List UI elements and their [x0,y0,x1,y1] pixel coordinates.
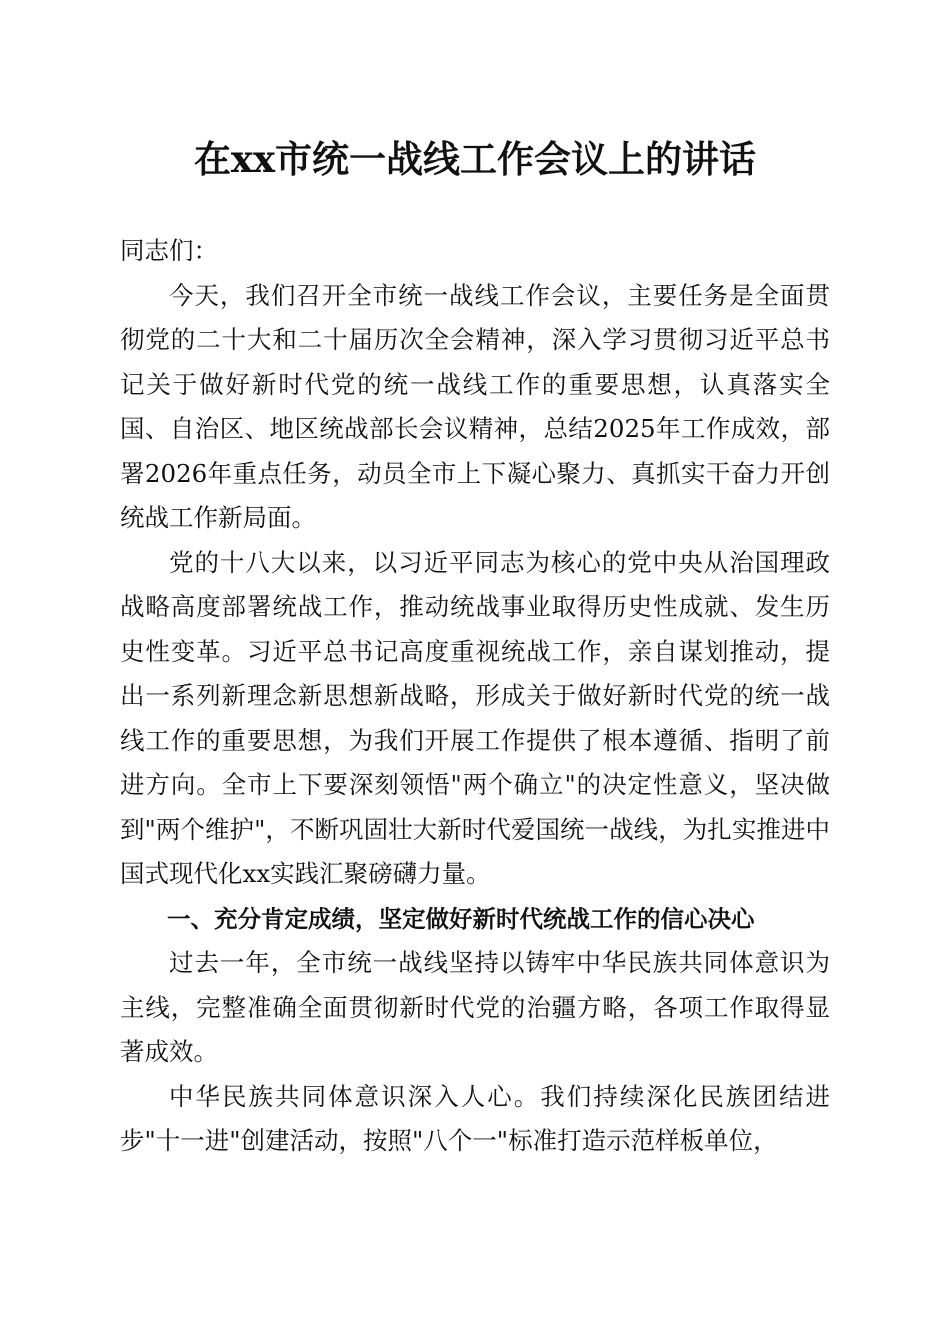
document-title: 在xx市统一战线工作会议上的讲话 [193,137,757,181]
paragraph-section-summary: 过去一年，全市统一战线坚持以铸牢中华民族共同体意识为主线，完整准确全面贯彻新时代党的治疆方略，各项工作取得显著成效。 [120,948,830,1066]
document-body [120,229,830,1164]
salutation: 同志们： [120,236,218,265]
paragraph-intro: 今天，我们召开全市统一战线工作会议，主要任务是全面贯彻党的二十大和二十届历次全会精神，深入学习贯彻习近平总书记关于做好新时代党的统一战线工作的重要思想，认真落实全国、自治区、地区统战部长会议精神，总结2025年工作成效，部署2026年重点任务，动员全市上下凝心聚力、真抓实干奋力开创统战工作新局面。 [120,280,830,532]
section-heading-1: 一、充分肯定成绩，坚定做好新时代统战工作的信心决心 [167,904,755,933]
paragraph-section-detail: 中华民族共同体意识深入人心。我们持续深化民族团结进步"十一进"创建活动，按照"八个一"标准打造示范样板单位， [120,1081,830,1155]
paragraph-background: 党的十八大以来，以习近平同志为核心的党中央从治国理政战略高度部署统战工作，推动统战事业取得历史性成就、发生历史性变革。习近平总书记高度重视统战工作，亲自谋划推动，提出一系列新理念新思想新战略，形成关于做好新时代党的统一战线工作的重要思想，为我们开展工作提供了根本遵循、指明了前进方向。全市上下要深刻领悟"两个确立"的决定性意义，坚决做到"两个维护"，不断巩固壮大新时代爱国统一战线，为扎实推进中国式现代化xx实践汇聚磅礴力量。 [120,547,830,888]
